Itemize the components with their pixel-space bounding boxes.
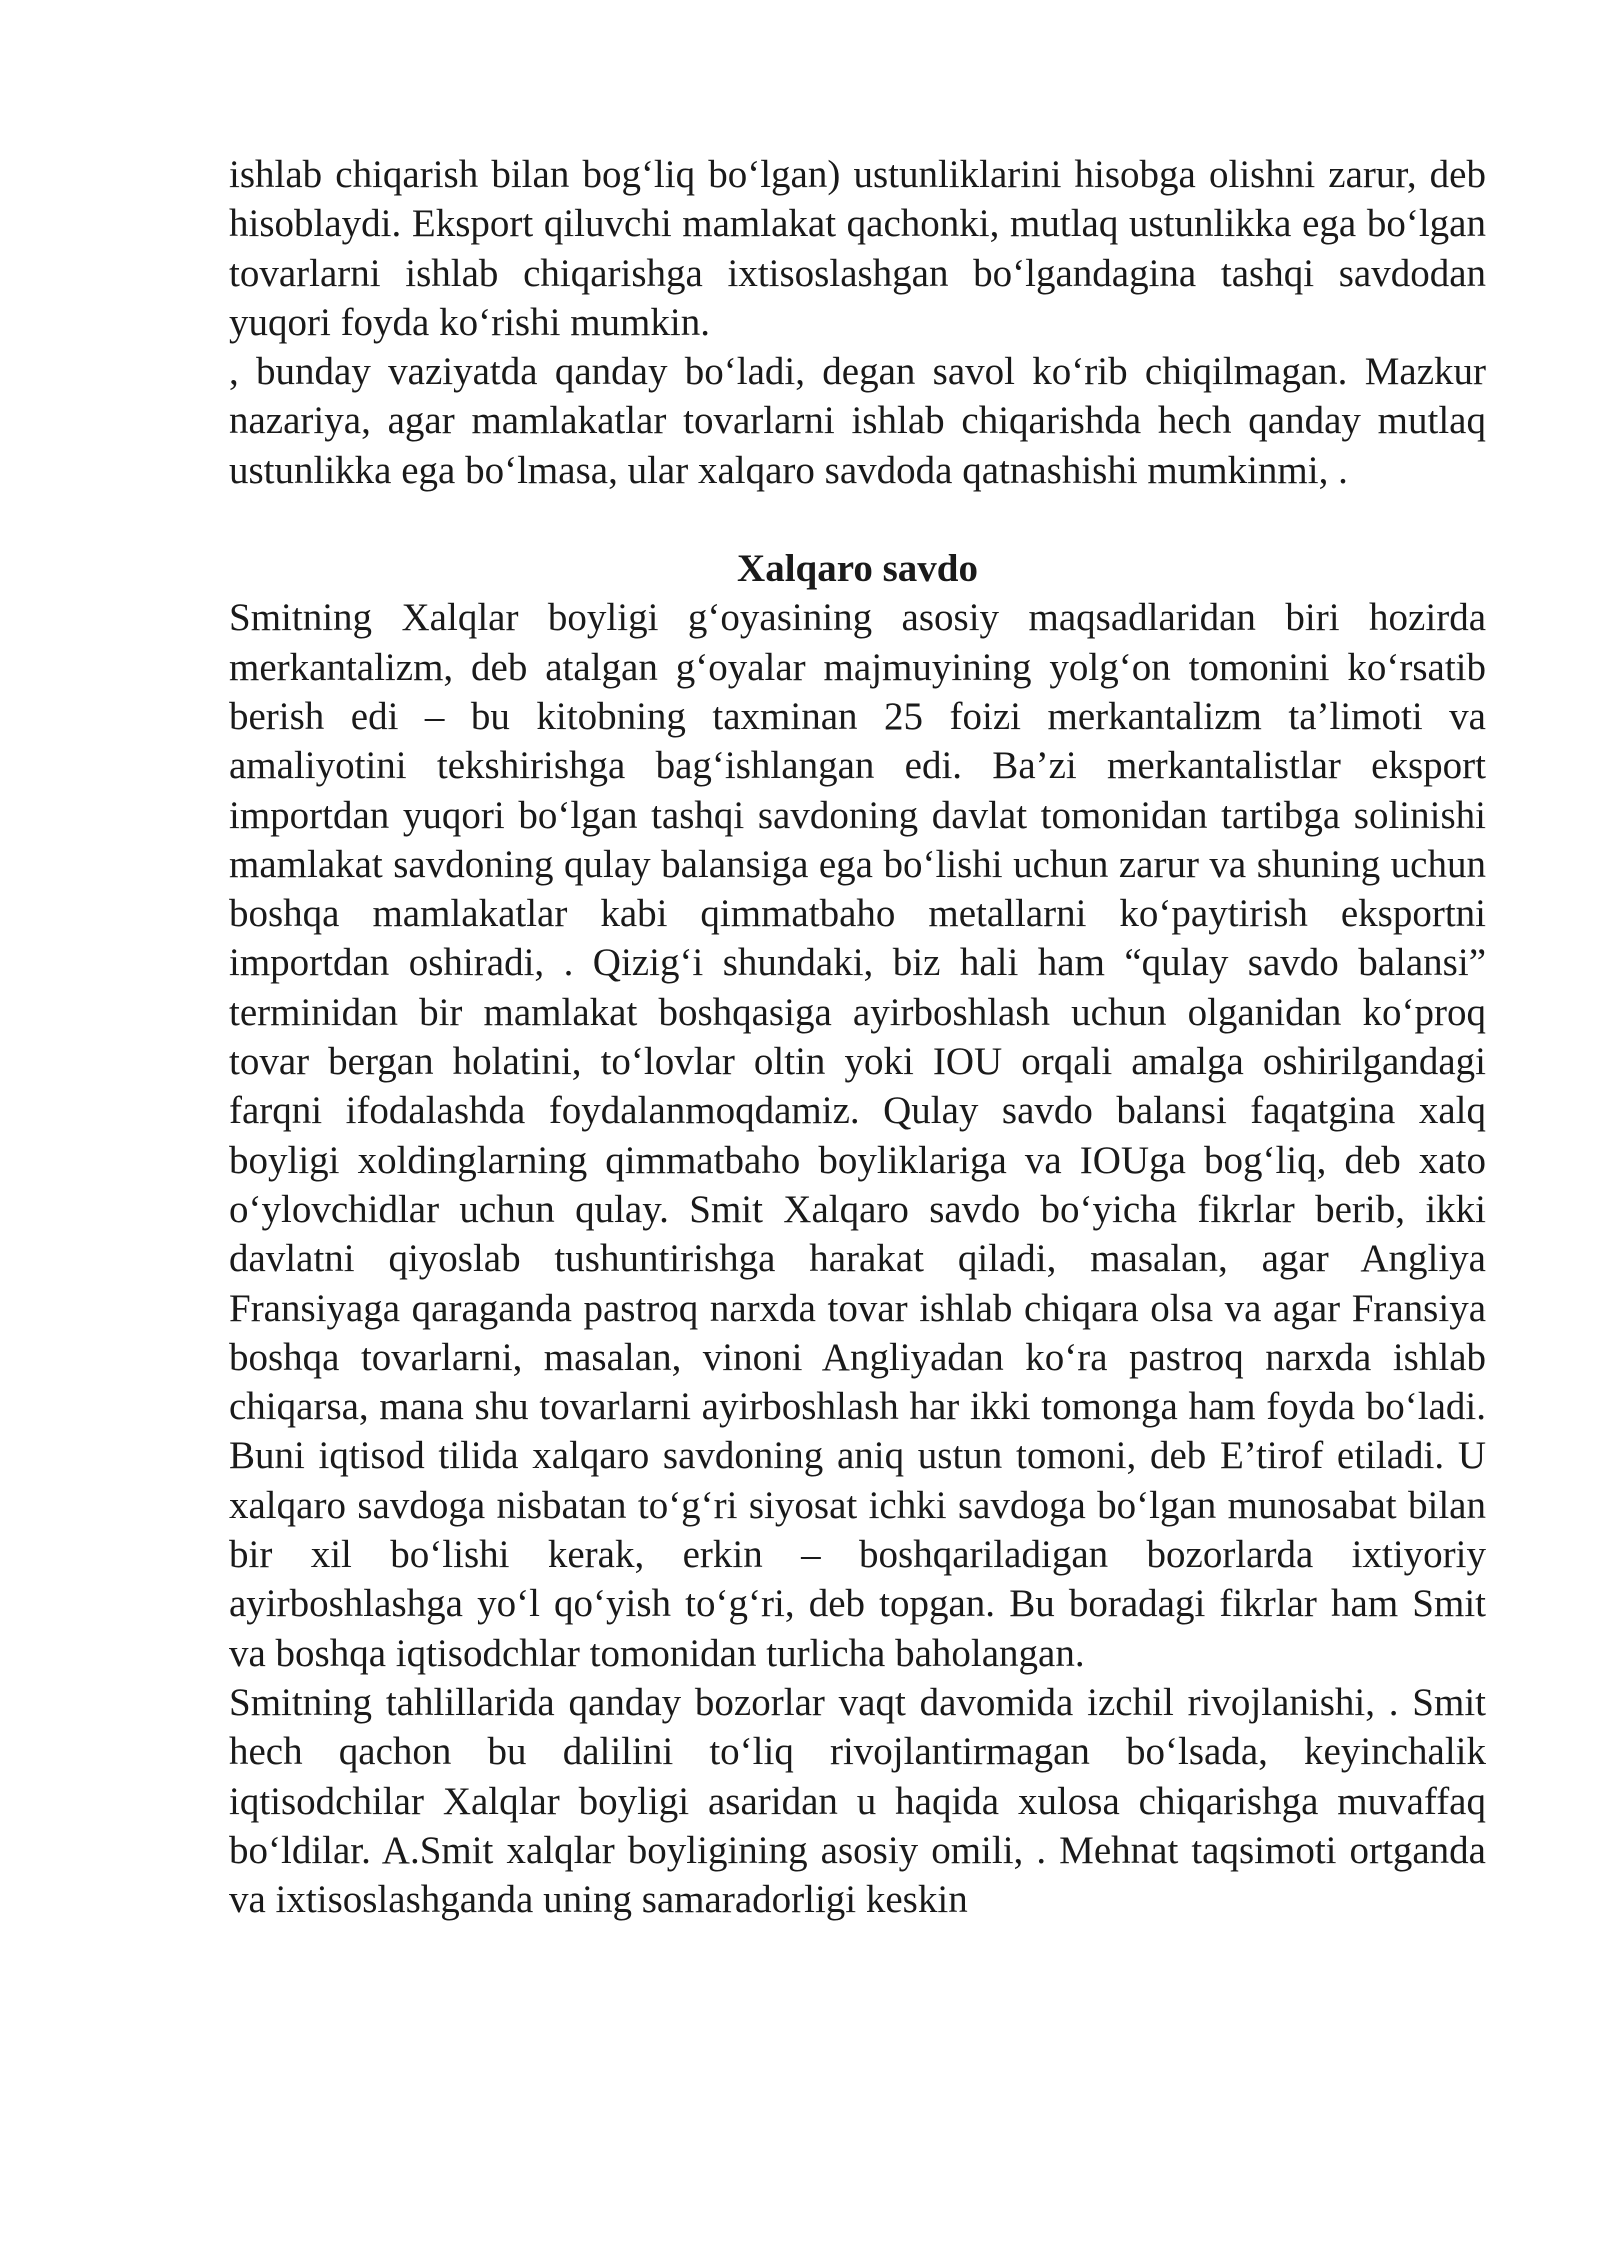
document-page — [229, 150, 1486, 1924]
paragraph-intro: ishlab chiqarish bilan bog‘liq bo‘lgan) ustunliklarini hisobga olishni zarur, deb hisoblaydi. Eksport qiluvchi mamlakat qachonki, mutlaq ustunlikka ega bo‘lgan tovarlarni ishlab chiqarishga ixtisoslashgan bo‘lgandagina tashqi savdodan yuqori foyda ko‘rishi mumkin. — [229, 153, 1486, 344]
paragraph-question: , bunday vaziyatda qanday bo‘ladi, degan savol ko‘rib chiqilmagan. Mazkur nazariya, agar mamlakatlar tovarlarni ishlab chiqarishda hech qanday mutlaq ustunlikka ega bo‘lmasa, ular xalqaro savdoda qatnashishi mumkinmi, . — [229, 350, 1486, 492]
section-heading: Xalqaro savdo — [737, 547, 978, 591]
paragraph-smith-analysis: Smitning tahlillarida qanday bozorlar vaqt davomida izchil rivojlanishi, . Smit hech qachon bu dalilini to‘liq rivojlantirmagan bo‘lsada, keyinchalik iqtisodchilar Xalqlar boyligi asaridan u haqida xulosa chiqarishga muvaffaq bo‘ldilar. A.Smit xalqlar boyligining asosiy omili, . Mehnat taqsimoti ortganda va ixtisoslashganda uning samaradorligi keskin — [229, 1680, 1486, 1922]
paragraph-smith-mercantilism: Smitning Xalqlar boyligi g‘oyasining asosiy maqsadlaridan biri hozirda merkantalizm, deb atalgan g‘oyalar majmuyining yolg‘on tomonini ko‘rsatib berish edi – bu kitobning taxminan 25 foizi merkantalizm ta’limoti va amaliyotini tekshirishga bag‘ishlangan edi. Ba’zi merkantalistlar eksport importdan yuqori bo‘lgan tashqi savdoning davlat tomonidan tartibga solinishi mamlakat savdoning qulay balansiga ega bo‘lishi uchun zarur va shuning uchun boshqa mamlakatlar kabi qimmatbaho metallarni ko‘paytirish eksportni importdan oshiradi, . Qizig‘i shundaki, biz hali ham “qulay savdo balansi” terminidan bir mamlakat boshqasiga ayirboshlash uchun olganidan ko‘proq tovar bergan holatini, to‘lovlar oltin yoki IOU orqali amalga oshirilgandagi farqni ifodalashda foydalanmoqdamiz. Qulay savdo balansi faqatgina xalq boyligi xoldinglarning qimmatbaho boyliklariga va IOUga bog‘liq, deb xato o‘ylovchidlar uchun qulay. Smit Xalqaro savdo bo‘yicha fikrlar berib, ikki davlatni qiyoslab tushuntirishga harakat qiladi, masalan, agar Angliya Fransiyaga qaraganda pastroq narxda tovar ishlab chiqara olsa va agar Fransiya boshqa tovarlarni, masalan, vinoni Angliyadan ko‘ra pastroq narxda ishlab chiqarsa, mana shu tovarlarni ayirboshlash har ikki tomonga ham foyda bo‘ladi. Buni iqtisod tilida xalqaro savdoning aniq ustun tomoni, deb E’tirof etiladi. U xalqaro savdoga nisbatan to‘g‘ri siyosat ichki savdoga bo‘lgan munosabat bilan bir xil bo‘lishi kerak, erkin – boshqariladigan bozorlarda ixtiyoriy ayirboshlashga yo‘l qo‘yish to‘g‘ri, deb topgan. Bu boradagi fikrlar ham Smit va boshqa iqtisodchlar tomonidan turlicha baholangan. — [229, 596, 1486, 1675]
